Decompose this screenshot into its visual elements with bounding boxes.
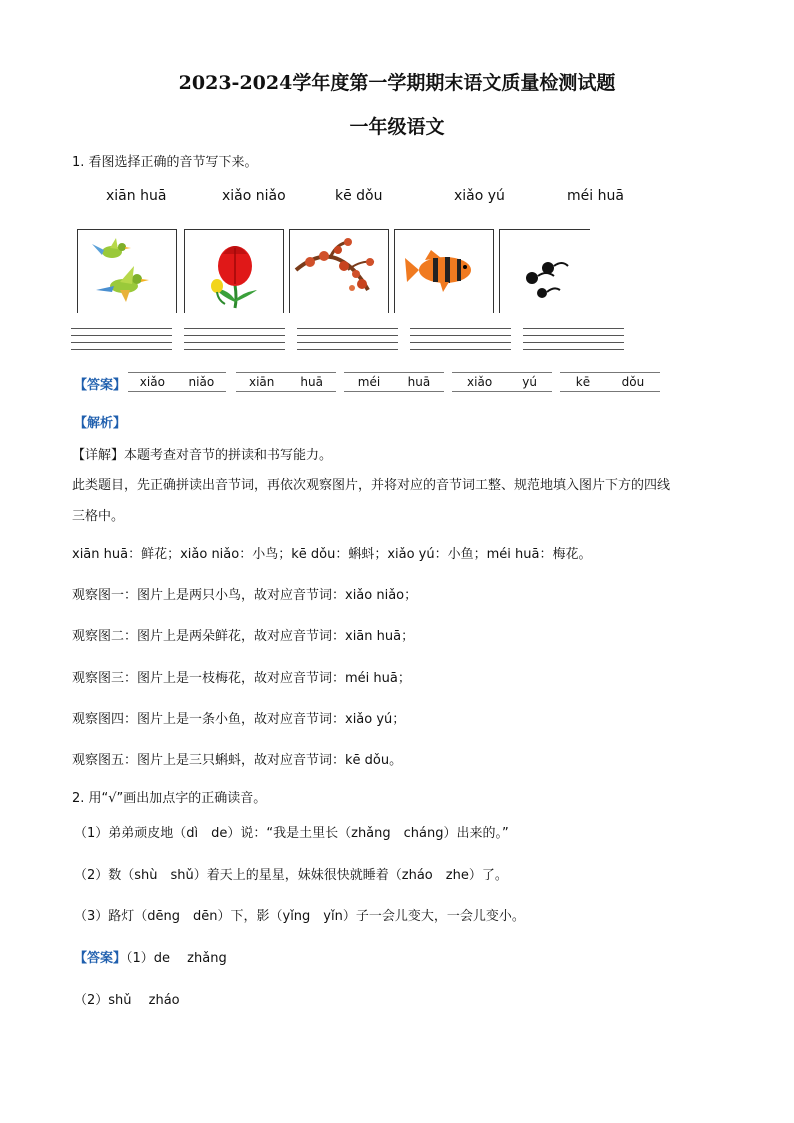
question-1: 1. 看图选择正确的音节写下来。 — [72, 155, 258, 170]
four-line-grid-2[interactable] — [184, 328, 285, 350]
answer-syllable: xiǎo — [467, 375, 493, 389]
picture-box-2 — [184, 229, 284, 313]
observation-3: 观察图三：图片上是一枝梅花，故对应音节词：méi huā； — [72, 671, 411, 686]
four-line-grid-1[interactable] — [71, 328, 172, 350]
answer-2-line-2: （2）shǔ zháo — [74, 993, 180, 1008]
pinyin-option: xiān huā — [106, 188, 167, 204]
explanation-paragraph: 此类题目，先正确拼读出音节词，再依次观察图片，并将对应的音节词工整、规范地填入图片下方的四线 — [72, 478, 671, 493]
answer-syllable: xiǎo — [139, 375, 165, 389]
four-line-grid-5[interactable] — [523, 328, 624, 350]
observation-5: 观察图五：图片上是三只蝌蚪，故对应音节词：kē dǒu。 — [72, 753, 403, 768]
picture-box-5 — [499, 229, 590, 313]
observation-4: 观察图四：图片上是一条小鱼，故对应音节词：xiǎo yú； — [72, 712, 406, 727]
red-tulip-flowers-icon — [185, 230, 283, 313]
analysis-label: 【解析】 — [74, 416, 127, 431]
answer-syllable: yú — [522, 375, 537, 389]
picture-box-4 — [394, 229, 494, 313]
four-line-grid-3[interactable] — [297, 328, 398, 350]
observation-1: 观察图一：图片上是两只小鸟，故对应音节词：xiǎo niǎo； — [72, 588, 418, 603]
answer-grid-4 — [452, 372, 552, 392]
goldfish-icon — [395, 230, 493, 313]
answer-label: 【答案】 — [74, 378, 127, 393]
answer-syllable: huā — [300, 375, 323, 389]
answer-grid-5 — [560, 372, 660, 392]
question-2: 2. 用“√”画出加点字的正确读音。 — [72, 791, 267, 806]
answer-grid-3 — [344, 372, 444, 392]
pinyin-option: kē dǒu — [335, 188, 383, 204]
sentence-1: （1）弟弟顽皮地（dì de）说：“我是土里长（zhǎng cháng）出来的。” — [74, 826, 509, 841]
pinyin-meanings: xiān huā：鲜花；xiǎo niǎo：小鸟；kē dǒu：蝌蚪；xiǎo yú：小鱼；méi huā：梅花。 — [72, 547, 592, 562]
plum-blossom-branch-icon — [290, 230, 388, 313]
picture-box-1 — [77, 229, 177, 313]
answer-syllable: dǒu — [621, 375, 645, 389]
picture-box-3 — [289, 229, 389, 313]
observation-2: 观察图二：图片上是两朵鲜花，故对应音节词：xiān huā； — [72, 629, 415, 644]
explanation-paragraph-cont: 三格中。 — [72, 509, 125, 524]
sentence-2: （2）数（shù shǔ）着天上的星星，妹妹很快就睡着（zháo zhe）了。 — [74, 868, 508, 883]
document-title: 2023-2024学年度第一学期期末语文质量检测试题 — [178, 72, 616, 94]
pinyin-option: xiǎo niǎo — [222, 188, 286, 204]
detail-text: 【详解】本题考查对音节的拼读和书写能力。 — [72, 448, 333, 463]
answer-2-line-1: （1）de zhǎng — [126, 951, 227, 966]
answer-grid-1 — [128, 372, 226, 392]
answer-label-2: 【答案】 — [74, 951, 127, 966]
answer-syllable: huā — [407, 375, 431, 389]
answer-syllable: niǎo — [188, 375, 215, 389]
pinyin-option: xiǎo yú — [454, 188, 505, 204]
answer-syllable: xiān — [249, 375, 275, 389]
document-subtitle: 一年级语文 — [349, 116, 445, 138]
answer-2 — [74, 947, 227, 966]
pinyin-option: méi huā — [567, 188, 624, 204]
answer-syllable: kē — [575, 375, 591, 389]
answer-grid-2 — [236, 372, 336, 392]
two-birds-icon — [78, 230, 176, 313]
answer-syllable: méi — [357, 375, 381, 389]
four-line-grid-4[interactable] — [410, 328, 511, 350]
sentence-3: （3）路灯（dēng dēn）下，影（yǐng yǐn）子一会儿变大，一会儿变小。 — [74, 909, 525, 924]
tadpoles-icon — [500, 230, 590, 313]
